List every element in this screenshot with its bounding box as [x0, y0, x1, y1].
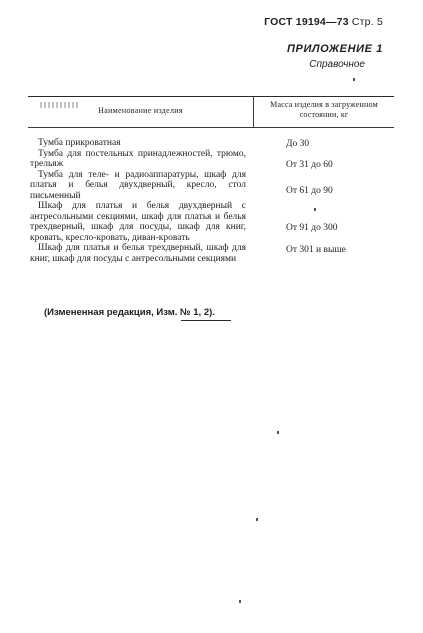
- table-row: [30, 138, 410, 149]
- page-number: Стр. 5: [351, 16, 383, 28]
- column-header-name: Наименование изделия: [98, 106, 183, 115]
- table-header-rule: [28, 127, 394, 128]
- row-mass: От 61 до 90: [286, 186, 333, 196]
- row-name: Тумба для теле- и радиоаппаратуры, шкаф для платья и белья двухдверный, кресло, стол письменный: [30, 169, 246, 201]
- row-name: Шкаф для платья и белья двухдверный с антресольными секциями, шкаф для платья и белья трехдверный, шкаф для посуды, шкаф для книг, кровать, кресло-кровать, диван-кровать: [30, 201, 246, 243]
- appendix-subtitle: Справочное: [309, 59, 365, 70]
- row-name: Шкаф для платья и белья трехдверный, шкаф для книг, шкаф для посуды с антресольными секциями: [30, 243, 246, 264]
- row-mass-extra: От 301 и выше: [286, 245, 346, 255]
- row-name: Тумба прикроватная: [38, 138, 121, 148]
- appendix-title: ПРИЛОЖЕНИЕ 1: [287, 43, 383, 55]
- scan-speck: [314, 208, 316, 211]
- table-row: [30, 223, 410, 264]
- row-mass: От 91 до 300: [286, 223, 338, 233]
- scan-speck: [239, 600, 241, 603]
- table-row: [30, 159, 410, 202]
- scan-speck: [256, 518, 258, 521]
- column-header-mass: Масса изделия в загруженном состоянии, кг: [270, 100, 378, 119]
- table-body: [30, 138, 410, 264]
- scan-speck: [353, 78, 355, 81]
- amendment-note: (Измененная редакция, Изм. № 1, 2).: [44, 307, 215, 318]
- table-top-rule: [28, 96, 394, 97]
- row-mass: До 30: [286, 139, 310, 149]
- scan-speck: [277, 431, 279, 434]
- end-rule: [181, 320, 231, 321]
- table-row: [30, 186, 410, 243]
- table-row: [30, 149, 410, 170]
- standard-number: ГОСТ 19194—73: [264, 16, 349, 28]
- page-header: [264, 16, 383, 28]
- row-name: Тумба для постельных принадлежностей, трюмо, трельяж: [30, 148, 246, 169]
- row-mass: От 31 до 60: [286, 159, 333, 170]
